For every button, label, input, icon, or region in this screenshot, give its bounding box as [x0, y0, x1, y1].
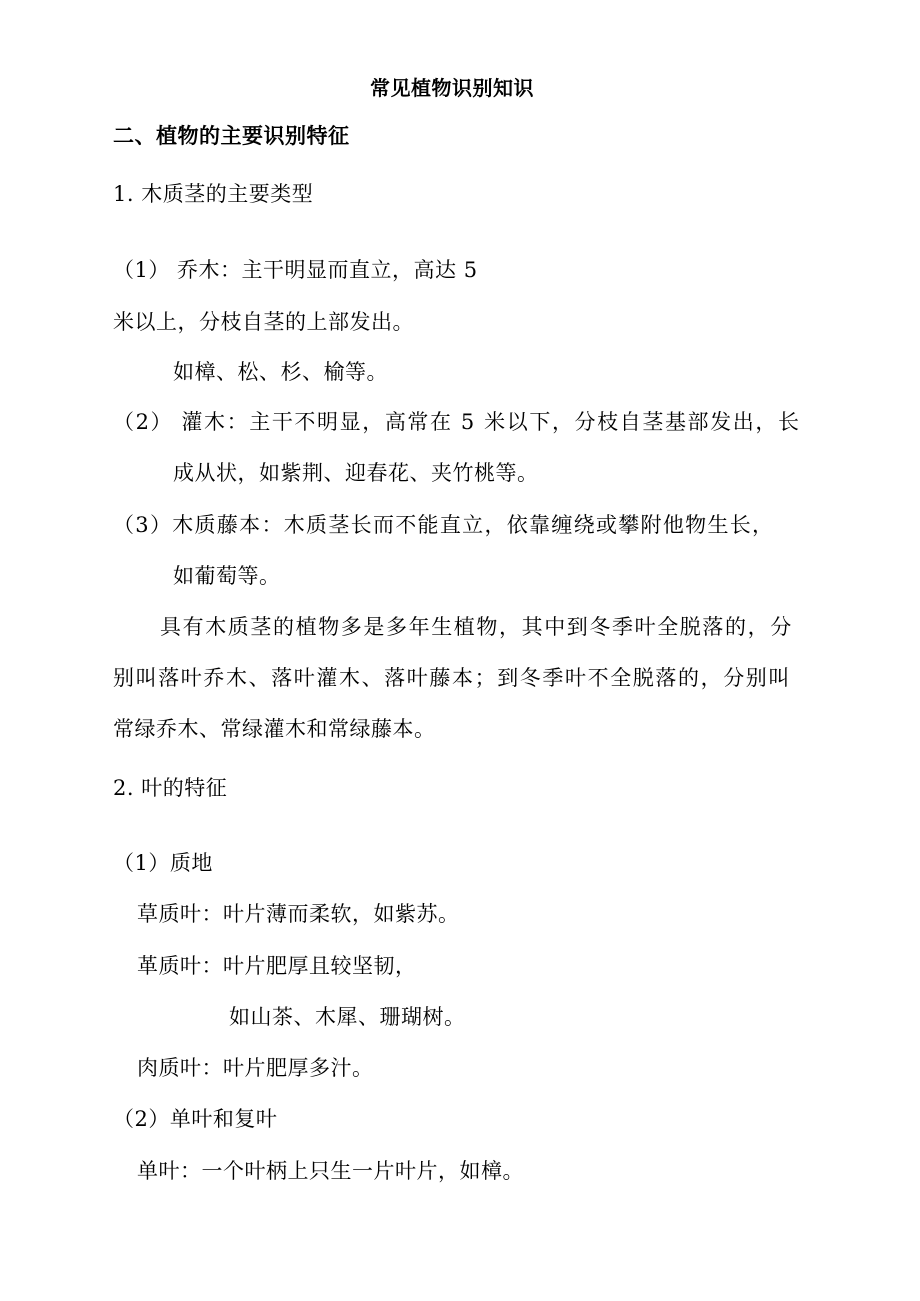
item-liana-line2: 如葡萄等。	[173, 564, 281, 588]
paragraph-line2: 别叫落叶乔木、落叶灌木、落叶藤本；到冬季叶不全脱落的，分别叫	[113, 666, 791, 690]
subsection-heading-leaf: 2. 叶的特征	[113, 776, 228, 800]
section-heading: 二、植物的主要识别特征	[113, 124, 350, 148]
item-tree-line3: 如樟、松、杉、榆等。	[173, 360, 388, 384]
item-liana-line1: （3）木质藤本：木质茎长而不能直立，依靠缠绕或攀附他物生长，	[113, 513, 775, 537]
simple-compound-heading: （2）单叶和复叶	[113, 1107, 278, 1131]
item-shrub-line1: （2） 灌木：主干不明显，高常在 5 米以下，分枝自茎基部发出，长	[113, 410, 801, 434]
subsection-heading-woody-stem: 1. 木质茎的主要类型	[113, 182, 314, 206]
paragraph-line1: 具有木质茎的植物多是多年生植物，其中到冬季叶全脱落的，分	[160, 615, 793, 639]
item-shrub-line2: 成从状，如紫荆、迎春花、夹竹桃等。	[173, 461, 539, 485]
leathery-leaf-line1: 革质叶：叶片肥厚且较坚韧，	[137, 954, 417, 978]
simple-leaf-text: 单叶：一个叶柄上只生一片叶片，如樟。	[137, 1159, 524, 1183]
texture-heading: （1）质地	[113, 851, 213, 875]
paragraph-line3: 常绿乔木、常绿灌木和常绿藤本。	[113, 717, 436, 741]
item-tree-line2: 米以上，分枝自茎的上部发出。	[113, 310, 414, 334]
herbaceous-leaf-text: 草质叶：叶片薄而柔软，如紫苏。	[137, 902, 460, 926]
leathery-leaf-line2: 如山茶、木犀、珊瑚树。	[229, 1005, 466, 1029]
item-tree-line1: （1） 乔木：主干明显而直立，高达 5	[113, 258, 478, 282]
fleshy-leaf-text: 肉质叶：叶片肥厚多汁。	[137, 1056, 374, 1080]
page-title: 常见植物识别知识	[370, 76, 534, 100]
